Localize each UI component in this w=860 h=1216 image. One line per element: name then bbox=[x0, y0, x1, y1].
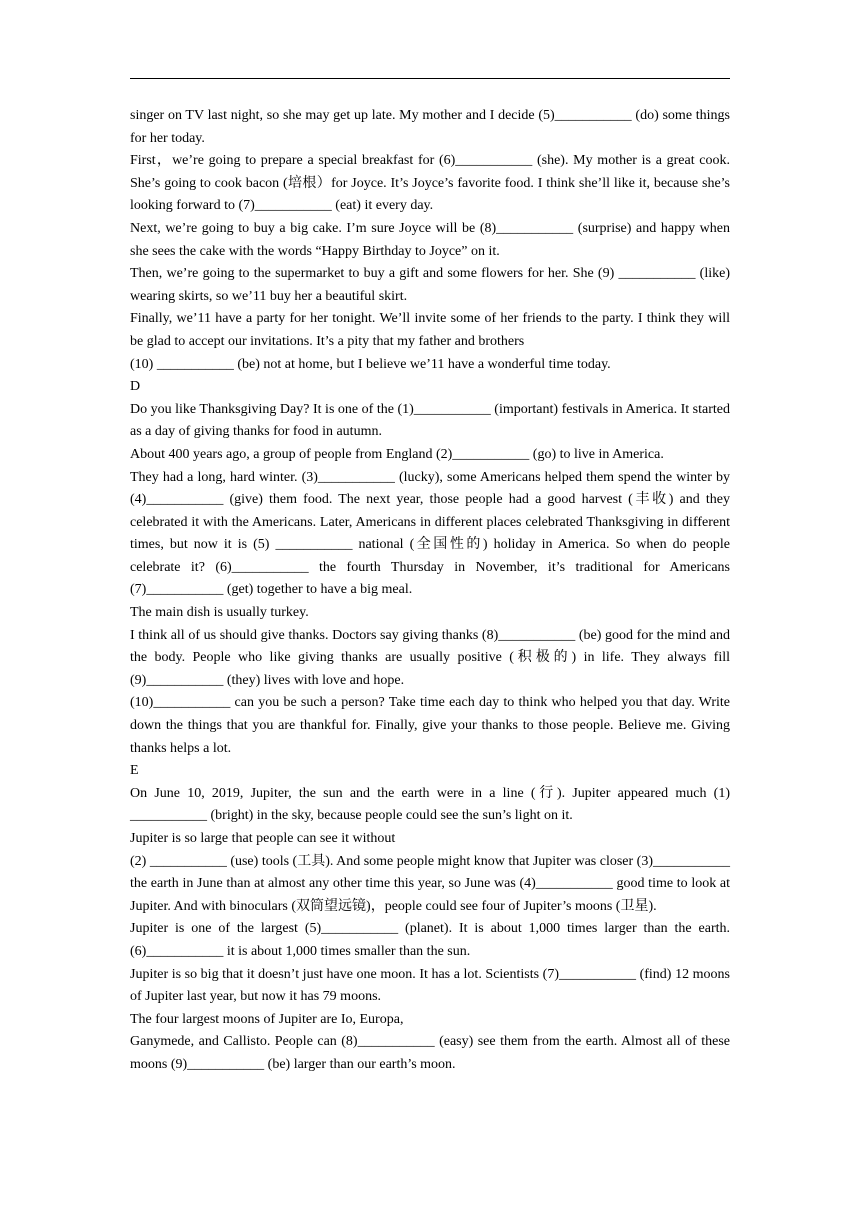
paragraph: Jupiter is so big that it doesn’t just have one moon. It has a lot. Scientists (7)___________ (find) 12 moons of Jupiter last year, but now it has 79 moons. bbox=[130, 966, 730, 1005]
paragraph: Finally, we’11 have a party for her tonight. We’ll invite some of her friends to the party. I think they will be glad to accept our invitations. It’s a pity that my father and brothers bbox=[130, 311, 730, 349]
paragraph: Do you like Thanksgiving Day? It is one of the (1)___________ (important) festivals in America. It started as a day of giving thanks for food in autumn. bbox=[130, 401, 730, 440]
paragraph: The main dish is usually turkey. bbox=[130, 605, 309, 621]
paragraph: (10) ___________ (be) not at home, but I believe we’11 have a wonderful time today. bbox=[130, 356, 611, 372]
paragraph: Jupiter is one of the largest (5)___________ (planet). It is about 1,000 times larger than the earth. (6)___________ it is about 1,000 times smaller than the sun. bbox=[130, 921, 730, 959]
section-heading-e: E bbox=[130, 763, 139, 779]
paragraph: Jupiter is so large that people can see it without bbox=[130, 831, 396, 846]
paragraph: I think all of us should give thanks. Doctors say giving thanks (8)___________ (be) good for the mind and the body. People who like giving thanks are usually positive (积极的) in life. They always fill (9)___________ (they) lives with love and hope. bbox=[130, 627, 730, 688]
paragraph: On June 10, 2019, Jupiter, the sun and the earth were in a line (行). Jupiter appeared much (1) ___________ (bright) in the sky, because people could see the sun’s light on it. bbox=[130, 785, 730, 824]
paragraph: They had a long, hard winter. (3)___________ (lucky), some Americans helped them spend the winter by (4)___________ (give) them food. The next year, those people had a good harvest (丰收) and they celebrated it with the Americans. Later, Americans in different places celebrated Thanksgiving in different times, but now it is (5) ___________ national (全国性的) holiday in America. So when do people celebrate it? (6)___________ the fourth Thursday in November, it’s traditional for Americans (7)___________ (get) together to have a big meal. bbox=[130, 469, 730, 598]
paragraph: singer on TV last night, so she may get up late. My mother and I decide (5)___________ (do) some things for her today. bbox=[130, 108, 730, 146]
paragraph: Then, we’re going to the supermarket to buy a gift and some flowers for her. She (9) ___________ (like) wearing skirts, so we’11 buy her a beautiful skirt. bbox=[130, 266, 730, 304]
paragraph: (10)___________ can you be such a person? Take time each day to think who helped you that day. Write down the things that you are thankful for. Finally, give your thanks to those people. Believe me. Giving thanks helps a lot. bbox=[130, 695, 730, 756]
paragraph: The four largest moons of Jupiter are Io, Europa, bbox=[130, 1011, 404, 1027]
document-body bbox=[130, 105, 730, 1077]
paragraph: About 400 years ago, a group of people from England (2)___________ (go) to live in America. bbox=[130, 446, 664, 462]
paragraph: First，we’re going to prepare a special breakfast for (6)___________ (she). My mother is a great cook. She’s going to cook bacon (培根）for Joyce. It’s Joyce’s favorite food. I think she’ll like it, because she’s looking forward to (7)___________ (eat) it every day. bbox=[130, 153, 730, 214]
paragraph: Next, we’re going to buy a big cake. I’m sure Joyce will be (8)___________ (surprise) and happy when she sees the cake with the words “Happy Birthday to Joyce” on it. bbox=[130, 220, 730, 259]
section-heading-d: D bbox=[130, 379, 141, 395]
paragraph: (2) ___________ (use) tools (工具). And some people might know that Jupiter was closer (3)___________ the earth in June than at almost any other time this year, so June was (4)___________ good time to look at Jupiter. And with binoculars (双筒望远镜)，people could see four of Jupiter’s moons (卫星). bbox=[130, 853, 730, 914]
header-rule bbox=[130, 78, 730, 79]
paragraph: Ganymede, and Callisto. People can (8)___________ (easy) see them from the earth. Almost all of these moons (9)___________ (be) larger than our earth’s moon. bbox=[130, 1034, 730, 1072]
